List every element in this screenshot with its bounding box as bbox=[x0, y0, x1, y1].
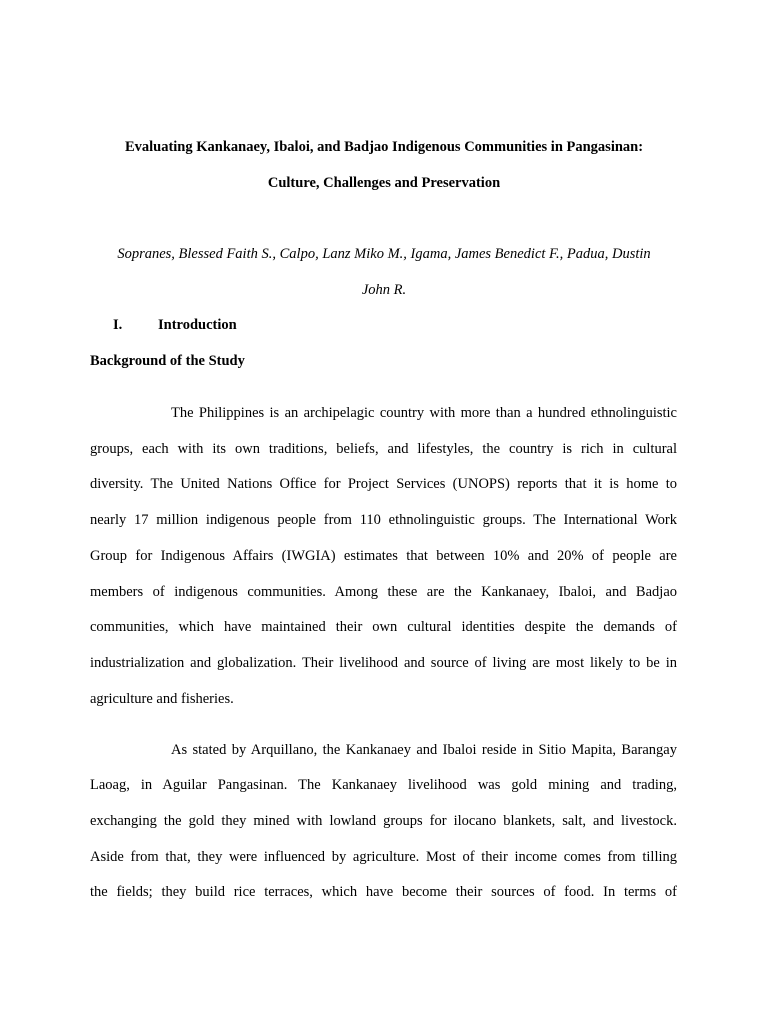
paragraph-1-line: The Philippines is an archipelagic country with more than a hundred ethnolinguistic bbox=[171, 405, 677, 421]
paragraph-2-line: Aside from that, they were influenced by agriculture. Most of their income comes from tilling bbox=[90, 849, 677, 865]
paper-title-line-2: Culture, Challenges and Preservation bbox=[267, 175, 501, 191]
paragraph-1-line: agriculture and fisheries. bbox=[90, 691, 234, 707]
paragraph-2-line: Laoag, in Aguilar Pangasinan. The Kankanaey livelihood was gold mining and trading, bbox=[90, 777, 677, 793]
section-title: Introduction bbox=[158, 317, 237, 333]
authors-line-2: John R. bbox=[361, 282, 407, 298]
paragraph-1-line: communities, which have maintained their own cultural identities despite the demands of bbox=[90, 619, 677, 635]
paragraph-1-line: nearly 17 million indigenous people from 110 ethnolinguistic groups. The International Work bbox=[90, 512, 677, 528]
paragraph-1-line: diversity. The United Nations Office for Project Services (UNOPS) reports that it is home to bbox=[90, 476, 677, 492]
paragraph-2-line: As stated by Arquillano, the Kankanaey and Ibaloi reside in Sitio Mapita, Barangay bbox=[171, 742, 677, 758]
paragraph-1-line: members of indigenous communities. Among these are the Kankanaey, Ibaloi, and Badjao bbox=[90, 584, 677, 600]
authors-line-1: Sopranes, Blessed Faith S., Calpo, Lanz Miko M., Igama, James Benedict F., Padua, Dustin bbox=[117, 246, 651, 262]
subheading: Background of the Study bbox=[90, 353, 245, 369]
paper-title-line-1: Evaluating Kankanaey, Ibaloi, and Badjao Indigenous Communities in Pangasinan: bbox=[124, 139, 644, 155]
paragraph-1-line: industrialization and globalization. Their livelihood and source of living are most likely to be in bbox=[90, 655, 677, 671]
paragraph-1-line: Group for Indigenous Affairs (IWGIA) estimates that between 10% and 20% of people are bbox=[90, 548, 677, 564]
paragraph-1-line: groups, each with its own traditions, beliefs, and lifestyles, the country is rich in cultural bbox=[90, 441, 677, 457]
paragraph-2-line: exchanging the gold they mined with lowland groups for ilocano blankets, salt, and livestock. bbox=[90, 813, 677, 829]
paragraph-2-line: the fields; they build rice terraces, which have become their sources of food. In terms of bbox=[90, 884, 677, 900]
section-number: I. bbox=[113, 317, 123, 333]
